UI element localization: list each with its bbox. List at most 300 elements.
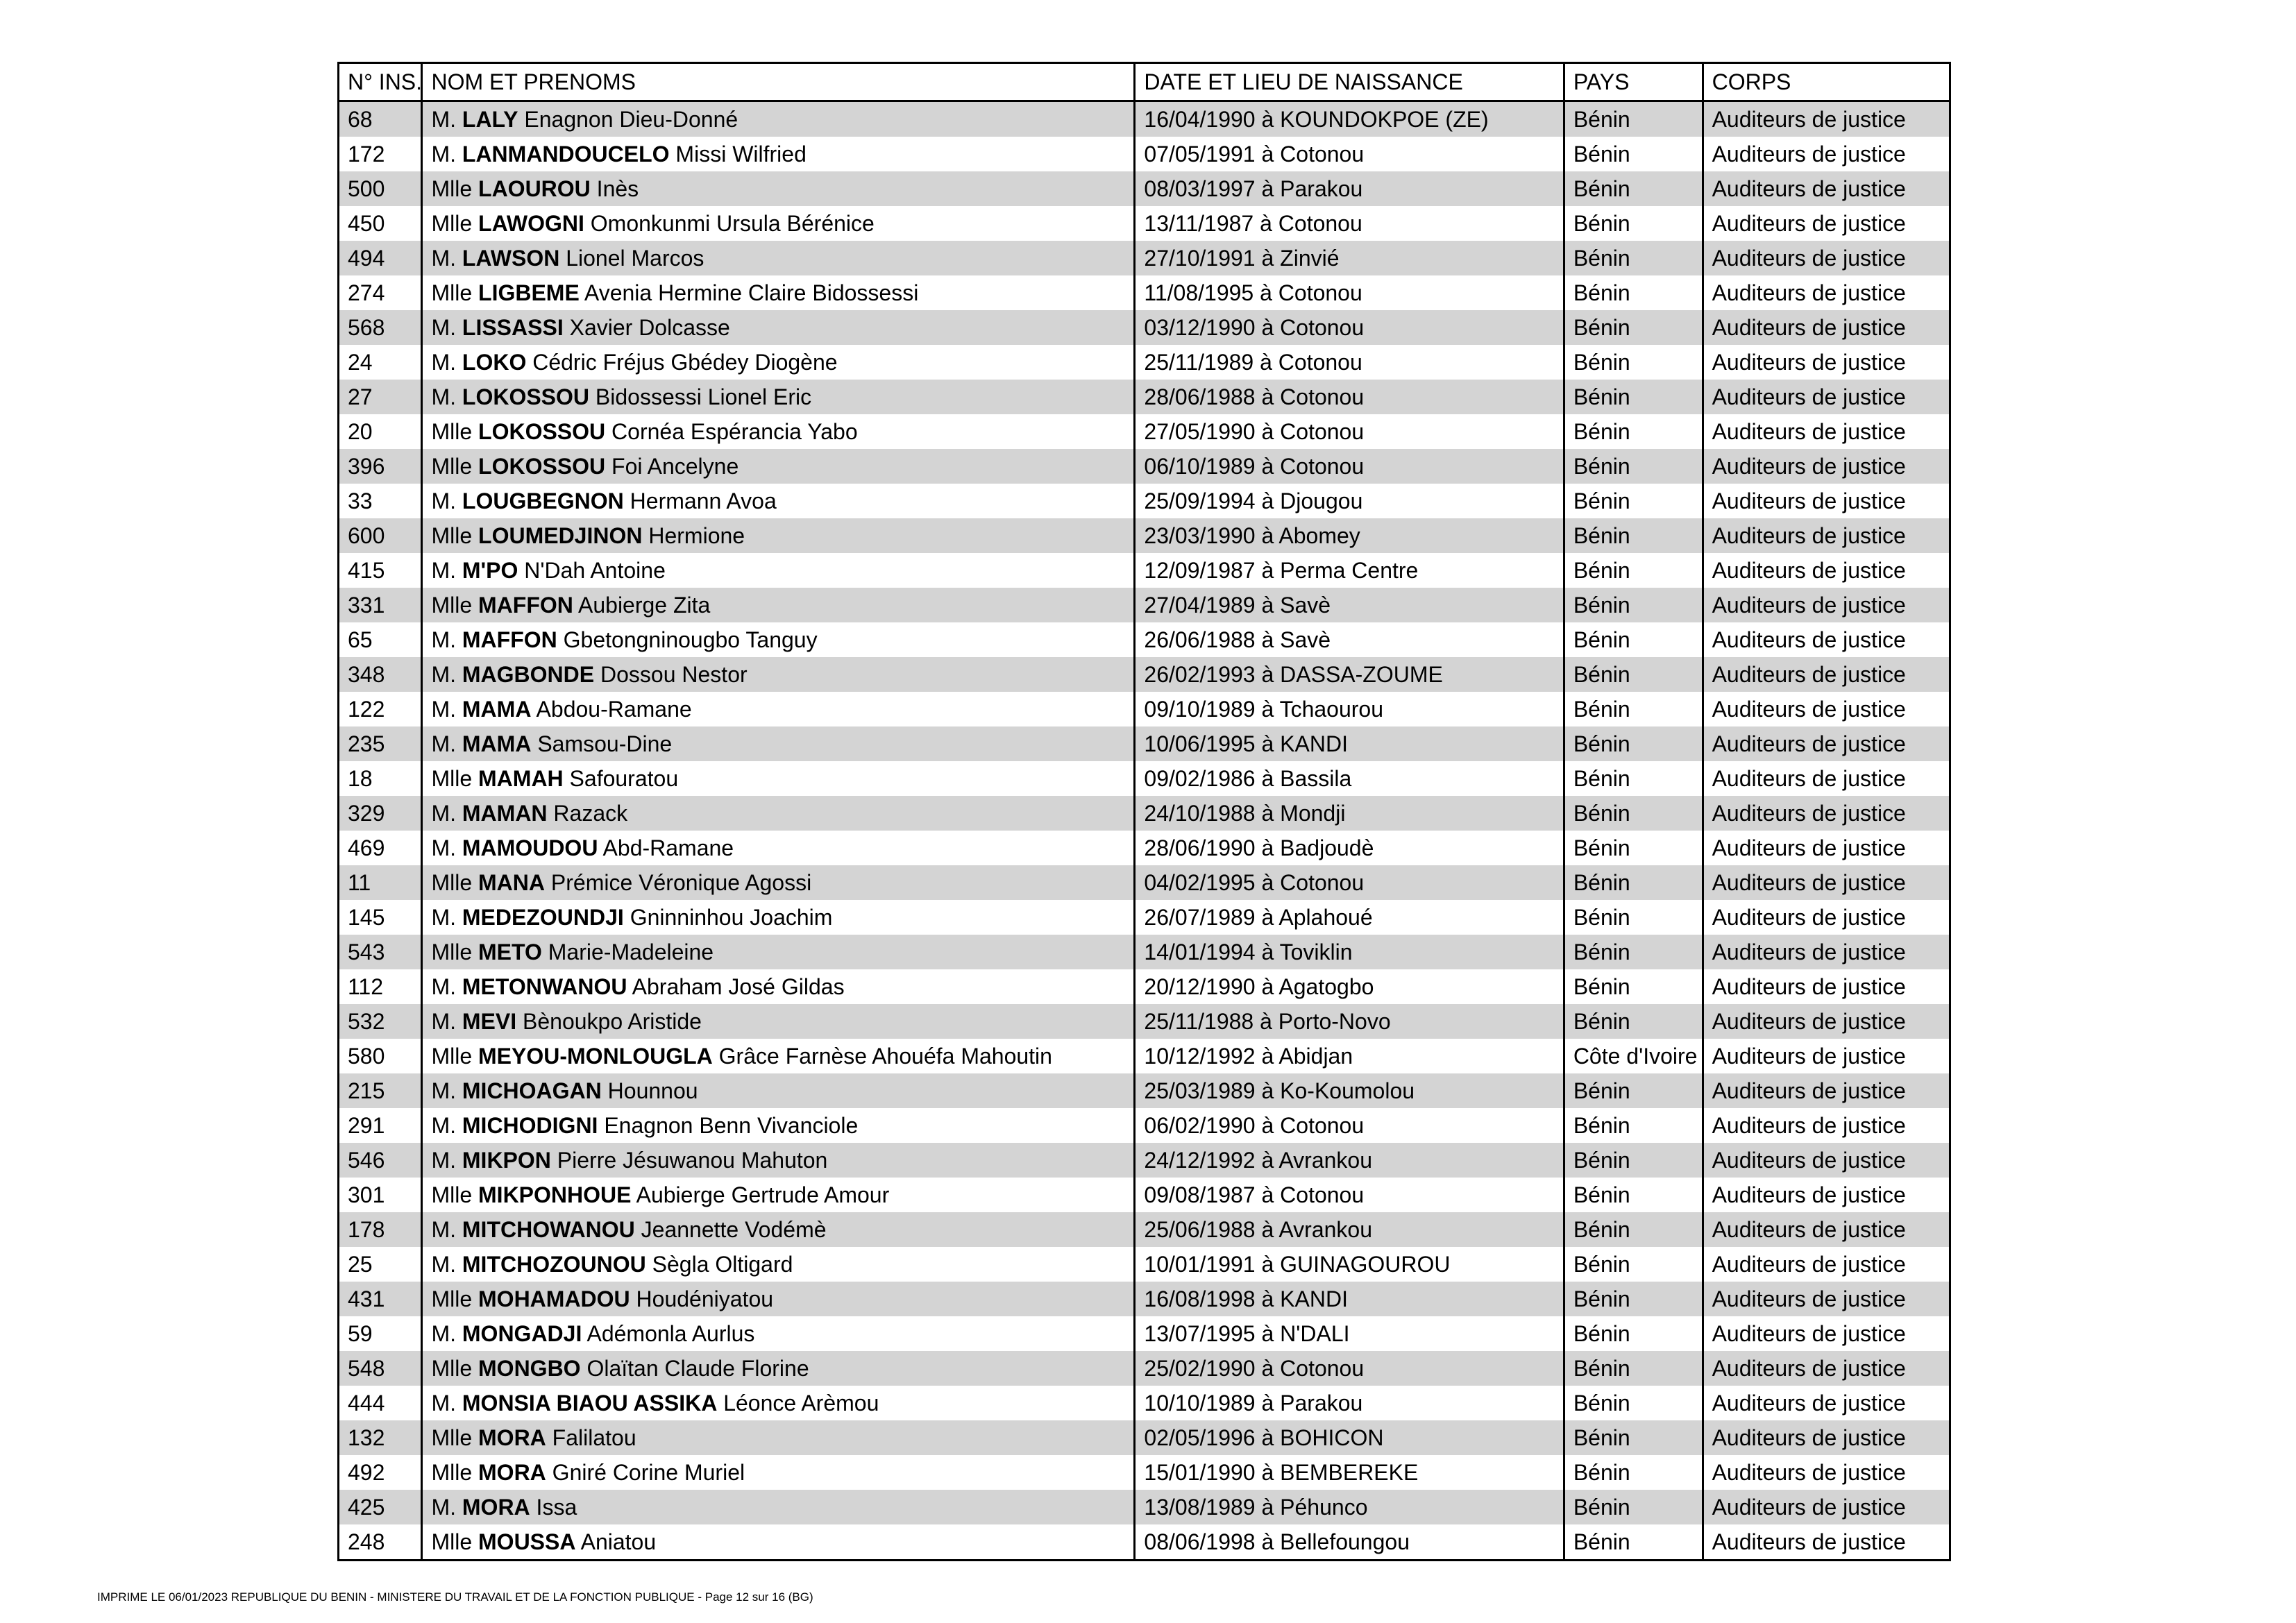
cell-name	[422, 1247, 1135, 1282]
cell-name	[422, 761, 1135, 796]
name-title: M.	[431, 697, 456, 722]
name-title: M.	[431, 905, 456, 930]
name-title: Mlle	[431, 419, 473, 444]
name-title: M.	[431, 246, 456, 271]
cell-country: Bénin	[1564, 1073, 1703, 1108]
cell-name	[422, 1282, 1135, 1316]
cell-name	[422, 241, 1135, 275]
table-row	[339, 726, 1950, 761]
cell-corps: Auditeurs de justice	[1703, 1455, 1950, 1490]
cell-corps: Auditeurs de justice	[1703, 1178, 1950, 1212]
name-surname: MICHOAGAN	[462, 1078, 602, 1103]
name-surname: MIKPON	[462, 1148, 551, 1173]
cell-num: 580	[348, 1044, 385, 1069]
cell-country: Bénin	[1564, 935, 1703, 969]
cell-corps: Auditeurs de justice	[1703, 831, 1950, 865]
name-title: M.	[431, 1148, 456, 1173]
name-surname: METONWANOU	[462, 974, 627, 999]
name-surname: LISSASSI	[462, 315, 564, 340]
name-given: Léonce Arèmou	[723, 1391, 879, 1416]
table-row	[339, 553, 1950, 588]
name-surname: MEYOU-MONLOUGLA	[478, 1044, 713, 1069]
cell-country: Bénin	[1564, 171, 1703, 206]
name-title: M.	[431, 558, 456, 583]
name-surname: MIKPONHOUE	[478, 1182, 632, 1207]
table-row	[339, 241, 1950, 275]
cell-name	[422, 622, 1135, 657]
name-given: Adémonla Aurlus	[586, 1321, 755, 1346]
cell-corps: Auditeurs de justice	[1703, 241, 1950, 275]
name-title: Mlle	[431, 766, 473, 791]
name-given: Grâce Farnèse Ahouéfa Mahoutin	[718, 1044, 1052, 1069]
name-title: M.	[431, 1321, 456, 1346]
name-surname: MONSIA BIAOU ASSIKA	[462, 1391, 718, 1416]
cell-name	[422, 1212, 1135, 1247]
name-surname: METO	[478, 940, 542, 965]
name-given: Enagnon Benn Vivanciole	[604, 1113, 859, 1138]
table-row	[339, 1039, 1950, 1073]
cell-corps: Auditeurs de justice	[1703, 900, 1950, 935]
cell-num: 548	[339, 1351, 422, 1386]
name-given: N'Dah Antoine	[524, 558, 666, 583]
cell-birth: 20/12/1990 à Agatogbo	[1135, 969, 1564, 1004]
name-surname: MAFFON	[478, 593, 573, 618]
cell-country: Bénin	[1564, 900, 1703, 935]
cell-name	[422, 1108, 1135, 1143]
cell-corps: Auditeurs de justice	[1703, 796, 1950, 831]
cell-num: 415	[348, 558, 385, 583]
name-given: Aubierge Zita	[578, 593, 711, 618]
name-surname: LAWOGNI	[478, 211, 584, 236]
cell-country: Bénin	[1564, 206, 1703, 241]
cell-country: Bénin	[1564, 1316, 1703, 1351]
cell-country: Bénin	[1564, 1524, 1703, 1561]
cell-num: 348	[339, 657, 422, 692]
cell-birth: 03/12/1990 à Cotonou	[1135, 310, 1564, 345]
name-surname: LOKO	[462, 350, 527, 375]
cell-corps: Auditeurs de justice	[1703, 137, 1950, 171]
cell-num: 425	[339, 1490, 422, 1524]
name-given: Gniré Corine Muriel	[552, 1460, 745, 1485]
results-table-container	[337, 62, 1951, 1561]
name-given: Cornéa Espérancia Yabo	[611, 419, 858, 444]
cell-birth: 09/02/1986 à Bassila	[1135, 761, 1564, 796]
cell-num: 444	[348, 1391, 385, 1416]
cell-country: Bénin	[1564, 969, 1703, 1004]
name-title: Mlle	[431, 940, 473, 965]
table-row	[339, 1247, 1950, 1282]
name-title: M.	[431, 350, 456, 375]
table-row	[339, 622, 1950, 657]
name-given: Houdéniyatou	[636, 1286, 774, 1311]
cell-num: 291	[348, 1113, 385, 1138]
cell-name	[422, 657, 1135, 692]
name-given: Missi Wilfried	[675, 142, 807, 167]
name-title: Mlle	[431, 211, 473, 236]
name-surname: LIGBEME	[478, 280, 580, 305]
name-surname: MOUSSA	[478, 1529, 576, 1554]
name-surname: MAMAN	[462, 801, 548, 826]
cell-birth: 24/12/1992 à Avrankou	[1135, 1143, 1564, 1178]
cell-country: Bénin	[1564, 553, 1703, 588]
table-row	[339, 518, 1950, 553]
name-given: Aniatou	[580, 1529, 657, 1554]
table-row	[339, 1316, 1950, 1351]
table-row	[339, 1212, 1950, 1247]
name-given: Aubierge Gertrude Amour	[636, 1182, 890, 1207]
cell-country: Bénin	[1564, 1351, 1703, 1386]
cell-corps: Auditeurs de justice	[1703, 692, 1950, 726]
name-surname: MAMAH	[478, 766, 564, 791]
cell-corps: Auditeurs de justice	[1703, 1490, 1950, 1524]
page-footer: IMPRIME LE 06/01/2023 REPUBLIQUE DU BENIN - MINISTERE DU TRAVAIL ET DE LA FONCTION PUBLIQUE - Page 12 sur 16 (BG)	[97, 1590, 813, 1604]
cell-country: Bénin	[1564, 518, 1703, 553]
cell-country: Bénin	[1564, 1455, 1703, 1490]
table-row	[339, 1108, 1950, 1143]
name-given: Hounnou	[607, 1078, 698, 1103]
name-given: Cédric Fréjus Gbédey Diogène	[532, 350, 838, 375]
table-row	[339, 1524, 1950, 1561]
cell-num: 235	[339, 726, 422, 761]
cell-birth: 16/08/1998 à KANDI	[1135, 1282, 1564, 1316]
name-title: M.	[431, 1217, 456, 1242]
cell-birth: 27/10/1991 à Zinvié	[1135, 241, 1564, 275]
cell-country: Bénin	[1564, 622, 1703, 657]
cell-birth: 13/11/1987 à Cotonou	[1135, 206, 1564, 241]
cell-corps: Auditeurs de justice	[1703, 1316, 1950, 1351]
cell-name	[422, 865, 1135, 900]
cell-country: Bénin	[1564, 865, 1703, 900]
cell-name	[422, 935, 1135, 969]
cell-corps: Auditeurs de justice	[1703, 1143, 1950, 1178]
cell-birth: 15/01/1990 à BEMBEREKE	[1135, 1455, 1564, 1490]
table-row	[339, 900, 1950, 935]
name-surname: LAOUROU	[478, 176, 591, 201]
cell-country: Bénin	[1564, 1490, 1703, 1524]
name-surname: MONGADJI	[462, 1321, 582, 1346]
name-given: Inès	[596, 176, 639, 201]
name-title: M.	[431, 801, 456, 826]
cell-birth: 28/06/1990 à Badjoudè	[1135, 831, 1564, 865]
name-surname: MITCHOWANOU	[462, 1217, 635, 1242]
cell-birth: 04/02/1995 à Cotonou	[1135, 865, 1564, 900]
cell-name	[422, 1178, 1135, 1212]
table-row	[339, 657, 1950, 692]
cell-birth: 08/03/1997 à Parakou	[1135, 171, 1564, 206]
cell-country: Bénin	[1564, 761, 1703, 796]
table-row	[339, 1386, 1950, 1420]
cell-birth: 09/10/1989 à Tchaourou	[1135, 692, 1564, 726]
name-given: Falilatou	[552, 1425, 636, 1450]
name-given: Bènoukpo Aristide	[523, 1009, 702, 1034]
cell-birth: 25/03/1989 à Ko-Koumolou	[1135, 1073, 1564, 1108]
name-surname: LOKOSSOU	[478, 454, 606, 479]
cell-birth: 25/02/1990 à Cotonou	[1135, 1351, 1564, 1386]
name-given: Lionel Marcos	[566, 246, 704, 271]
cell-corps: Auditeurs de justice	[1703, 206, 1950, 241]
cell-num: 543	[339, 935, 422, 969]
cell-corps: Auditeurs de justice	[1703, 171, 1950, 206]
name-title: Mlle	[431, 1425, 473, 1450]
cell-num: 122	[348, 697, 385, 722]
name-title: M.	[431, 315, 456, 340]
cell-birth: 10/10/1989 à Parakou	[1135, 1386, 1564, 1420]
cell-birth: 11/08/1995 à Cotonou	[1135, 275, 1564, 310]
name-given: Abraham José Gildas	[632, 974, 845, 999]
cell-name	[422, 1490, 1135, 1524]
name-given: Enagnon Dieu-Donné	[524, 107, 738, 132]
cell-name	[422, 206, 1135, 241]
cell-name	[422, 310, 1135, 345]
cell-num: 546	[339, 1143, 422, 1178]
cell-name	[422, 831, 1135, 865]
name-title: Mlle	[431, 1286, 473, 1311]
cell-country: Bénin	[1564, 345, 1703, 380]
name-surname: LOUMEDJINON	[478, 523, 643, 548]
table-row	[339, 969, 1950, 1004]
cell-name	[422, 1386, 1135, 1420]
cell-corps: Auditeurs de justice	[1703, 345, 1950, 380]
name-given: Prémice Véronique Agossi	[550, 870, 812, 895]
cell-name	[422, 1039, 1135, 1073]
name-surname: MANA	[478, 870, 545, 895]
table-row	[339, 761, 1950, 796]
cell-num: 215	[339, 1073, 422, 1108]
cell-num: 248	[348, 1529, 385, 1554]
cell-country: Bénin	[1564, 1108, 1703, 1143]
cell-name	[422, 137, 1135, 171]
name-title: M.	[431, 627, 456, 652]
header-name: NOM ET PRENOMS	[422, 63, 1135, 101]
cell-corps: Auditeurs de justice	[1703, 101, 1950, 137]
cell-num: 532	[339, 1004, 422, 1039]
name-title: Mlle	[431, 1182, 473, 1207]
cell-name	[422, 101, 1135, 137]
cell-num: 59	[348, 1321, 373, 1346]
cell-corps: Auditeurs de justice	[1703, 1004, 1950, 1039]
cell-name	[422, 1455, 1135, 1490]
cell-num: 145	[348, 905, 385, 930]
cell-num: 568	[339, 310, 422, 345]
name-surname: LOKOSSOU	[462, 384, 590, 409]
cell-corps: Auditeurs de justice	[1703, 414, 1950, 449]
cell-country: Bénin	[1564, 137, 1703, 171]
cell-country: Bénin	[1564, 831, 1703, 865]
cell-birth: 26/07/1989 à Aplahoué	[1135, 900, 1564, 935]
cell-birth: 27/05/1990 à Cotonou	[1135, 414, 1564, 449]
table-row	[339, 310, 1950, 345]
cell-num: 112	[348, 974, 384, 999]
cell-birth: 26/02/1993 à DASSA-ZOUME	[1135, 657, 1564, 692]
header-corps: CORPS	[1703, 63, 1950, 101]
table-row	[339, 796, 1950, 831]
name-title: M.	[431, 1495, 456, 1520]
name-title: M.	[431, 1078, 456, 1103]
cell-num: 329	[339, 796, 422, 831]
cell-birth: 07/05/1991 à Cotonou	[1135, 137, 1564, 171]
cell-corps: Auditeurs de justice	[1703, 380, 1950, 414]
name-title: Mlle	[431, 280, 473, 305]
name-given: Abdou-Ramane	[536, 697, 692, 722]
cell-name	[422, 553, 1135, 588]
cell-num: 68	[339, 101, 422, 137]
cell-num: 469	[348, 835, 385, 860]
name-surname: MEVI	[462, 1009, 517, 1034]
cell-country: Bénin	[1564, 796, 1703, 831]
cell-corps: Auditeurs de justice	[1703, 310, 1950, 345]
cell-num: 178	[339, 1212, 422, 1247]
cell-name	[422, 1073, 1135, 1108]
cell-corps: Auditeurs de justice	[1703, 275, 1950, 310]
cell-num: 132	[339, 1420, 422, 1455]
name-surname: MOHAMADOU	[478, 1286, 630, 1311]
name-title: M.	[431, 488, 456, 513]
cell-birth: 25/11/1988 à Porto-Novo	[1135, 1004, 1564, 1039]
name-surname: LAWSON	[462, 246, 560, 271]
cell-name	[422, 171, 1135, 206]
name-given: Pierre Jésuwanou Mahuton	[557, 1148, 828, 1173]
cell-country: Bénin	[1564, 101, 1703, 137]
cell-birth: 08/06/1998 à Bellefoungou	[1135, 1524, 1564, 1561]
cell-num: 24	[348, 350, 373, 375]
results-table	[337, 62, 1951, 1561]
header-country: PAYS	[1564, 63, 1703, 101]
cell-name	[422, 380, 1135, 414]
name-surname: MEDEZOUNDJI	[462, 905, 624, 930]
cell-birth: 02/05/1996 à BOHICON	[1135, 1420, 1564, 1455]
cell-corps: Auditeurs de justice	[1703, 1039, 1950, 1073]
cell-name	[422, 692, 1135, 726]
cell-name	[422, 518, 1135, 553]
name-given: Marie-Madeleine	[548, 940, 714, 965]
cell-num: 11	[339, 865, 422, 900]
name-given: Hermann Avoa	[630, 488, 777, 513]
name-given: Dossou Nestor	[600, 662, 748, 687]
cell-name	[422, 1004, 1135, 1039]
name-surname: MAGBONDE	[462, 662, 595, 687]
name-title: M.	[431, 107, 456, 132]
name-surname: LANMANDOUCELO	[462, 142, 670, 167]
name-title: M.	[431, 731, 456, 756]
cell-num: 600	[339, 518, 422, 553]
name-given: Samsou-Dine	[537, 731, 673, 756]
cell-name	[422, 588, 1135, 622]
cell-corps: Auditeurs de justice	[1703, 1524, 1950, 1561]
cell-name	[422, 1524, 1135, 1561]
cell-name	[422, 1420, 1135, 1455]
cell-birth: 13/08/1989 à Péhunco	[1135, 1490, 1564, 1524]
cell-num: 431	[339, 1282, 422, 1316]
cell-birth: 16/04/1990 à KOUNDOKPOE (ZE)	[1135, 101, 1564, 137]
cell-num: 18	[348, 766, 373, 791]
cell-num: 25	[348, 1252, 373, 1277]
name-given: Xavier Dolcasse	[569, 315, 730, 340]
cell-corps: Auditeurs de justice	[1703, 1386, 1950, 1420]
header-num: N° INS.	[339, 63, 422, 101]
header-birth: DATE ET LIEU DE NAISSANCE	[1135, 63, 1564, 101]
cell-corps: Auditeurs de justice	[1703, 1420, 1950, 1455]
cell-country: Bénin	[1564, 1282, 1703, 1316]
cell-name	[422, 900, 1135, 935]
cell-corps: Auditeurs de justice	[1703, 553, 1950, 588]
table-row	[339, 692, 1950, 726]
name-surname: MAMA	[462, 731, 532, 756]
name-surname: MITCHOZOUNOU	[462, 1252, 646, 1277]
cell-corps: Auditeurs de justice	[1703, 865, 1950, 900]
table-row	[339, 935, 1950, 969]
table-body	[339, 101, 1950, 1561]
cell-birth: 24/10/1988 à Mondji	[1135, 796, 1564, 831]
name-title: Mlle	[431, 870, 473, 895]
cell-name	[422, 275, 1135, 310]
name-surname: MORA	[478, 1460, 546, 1485]
cell-birth: 26/06/1988 à Savè	[1135, 622, 1564, 657]
name-given: Abd-Ramane	[602, 835, 734, 860]
cell-corps: Auditeurs de justice	[1703, 518, 1950, 553]
cell-birth: 13/07/1995 à N'DALI	[1135, 1316, 1564, 1351]
cell-corps: Auditeurs de justice	[1703, 1351, 1950, 1386]
table-row	[339, 414, 1950, 449]
name-title: M.	[431, 1009, 456, 1034]
name-title: M.	[431, 1391, 456, 1416]
cell-corps: Auditeurs de justice	[1703, 761, 1950, 796]
name-given: Avenia Hermine Claire Bidossessi	[584, 280, 919, 305]
cell-country: Bénin	[1564, 1143, 1703, 1178]
cell-corps: Auditeurs de justice	[1703, 1108, 1950, 1143]
name-surname: LOUGBEGNON	[462, 488, 624, 513]
table-row	[339, 275, 1950, 310]
name-surname: M'PO	[462, 558, 518, 583]
table-row	[339, 1073, 1950, 1108]
name-title: M.	[431, 384, 456, 409]
cell-country: Bénin	[1564, 449, 1703, 484]
cell-num: 27	[339, 380, 422, 414]
name-title: M.	[431, 1252, 456, 1277]
cell-corps: Auditeurs de justice	[1703, 588, 1950, 622]
cell-country: Bénin	[1564, 657, 1703, 692]
table-row	[339, 1178, 1950, 1212]
name-given: Hermione	[648, 523, 745, 548]
cell-country: Bénin	[1564, 726, 1703, 761]
name-title: Mlle	[431, 1044, 473, 1069]
name-title: M.	[431, 662, 456, 687]
cell-country: Bénin	[1564, 241, 1703, 275]
name-title: Mlle	[431, 1356, 473, 1381]
cell-corps: Auditeurs de justice	[1703, 1282, 1950, 1316]
cell-name	[422, 484, 1135, 518]
cell-birth: 25/09/1994 à Djougou	[1135, 484, 1564, 518]
cell-corps: Auditeurs de justice	[1703, 484, 1950, 518]
cell-country: Bénin	[1564, 275, 1703, 310]
cell-country: Bénin	[1564, 414, 1703, 449]
cell-country: Bénin	[1564, 692, 1703, 726]
table-row	[339, 1490, 1950, 1524]
cell-birth: 27/04/1989 à Savè	[1135, 588, 1564, 622]
name-title: Mlle	[431, 593, 473, 618]
table-row	[339, 588, 1950, 622]
cell-birth: 10/12/1992 à Abidjan	[1135, 1039, 1564, 1073]
cell-name	[422, 449, 1135, 484]
cell-birth: 14/01/1994 à Toviklin	[1135, 935, 1564, 969]
name-title: M.	[431, 142, 456, 167]
cell-birth: 28/06/1988 à Cotonou	[1135, 380, 1564, 414]
table-row	[339, 449, 1950, 484]
name-given: Sègla Oltigard	[652, 1252, 793, 1277]
cell-country: Bénin	[1564, 1386, 1703, 1420]
cell-country: Bénin	[1564, 484, 1703, 518]
cell-name	[422, 969, 1135, 1004]
name-given: Foi Ancelyne	[611, 454, 739, 479]
